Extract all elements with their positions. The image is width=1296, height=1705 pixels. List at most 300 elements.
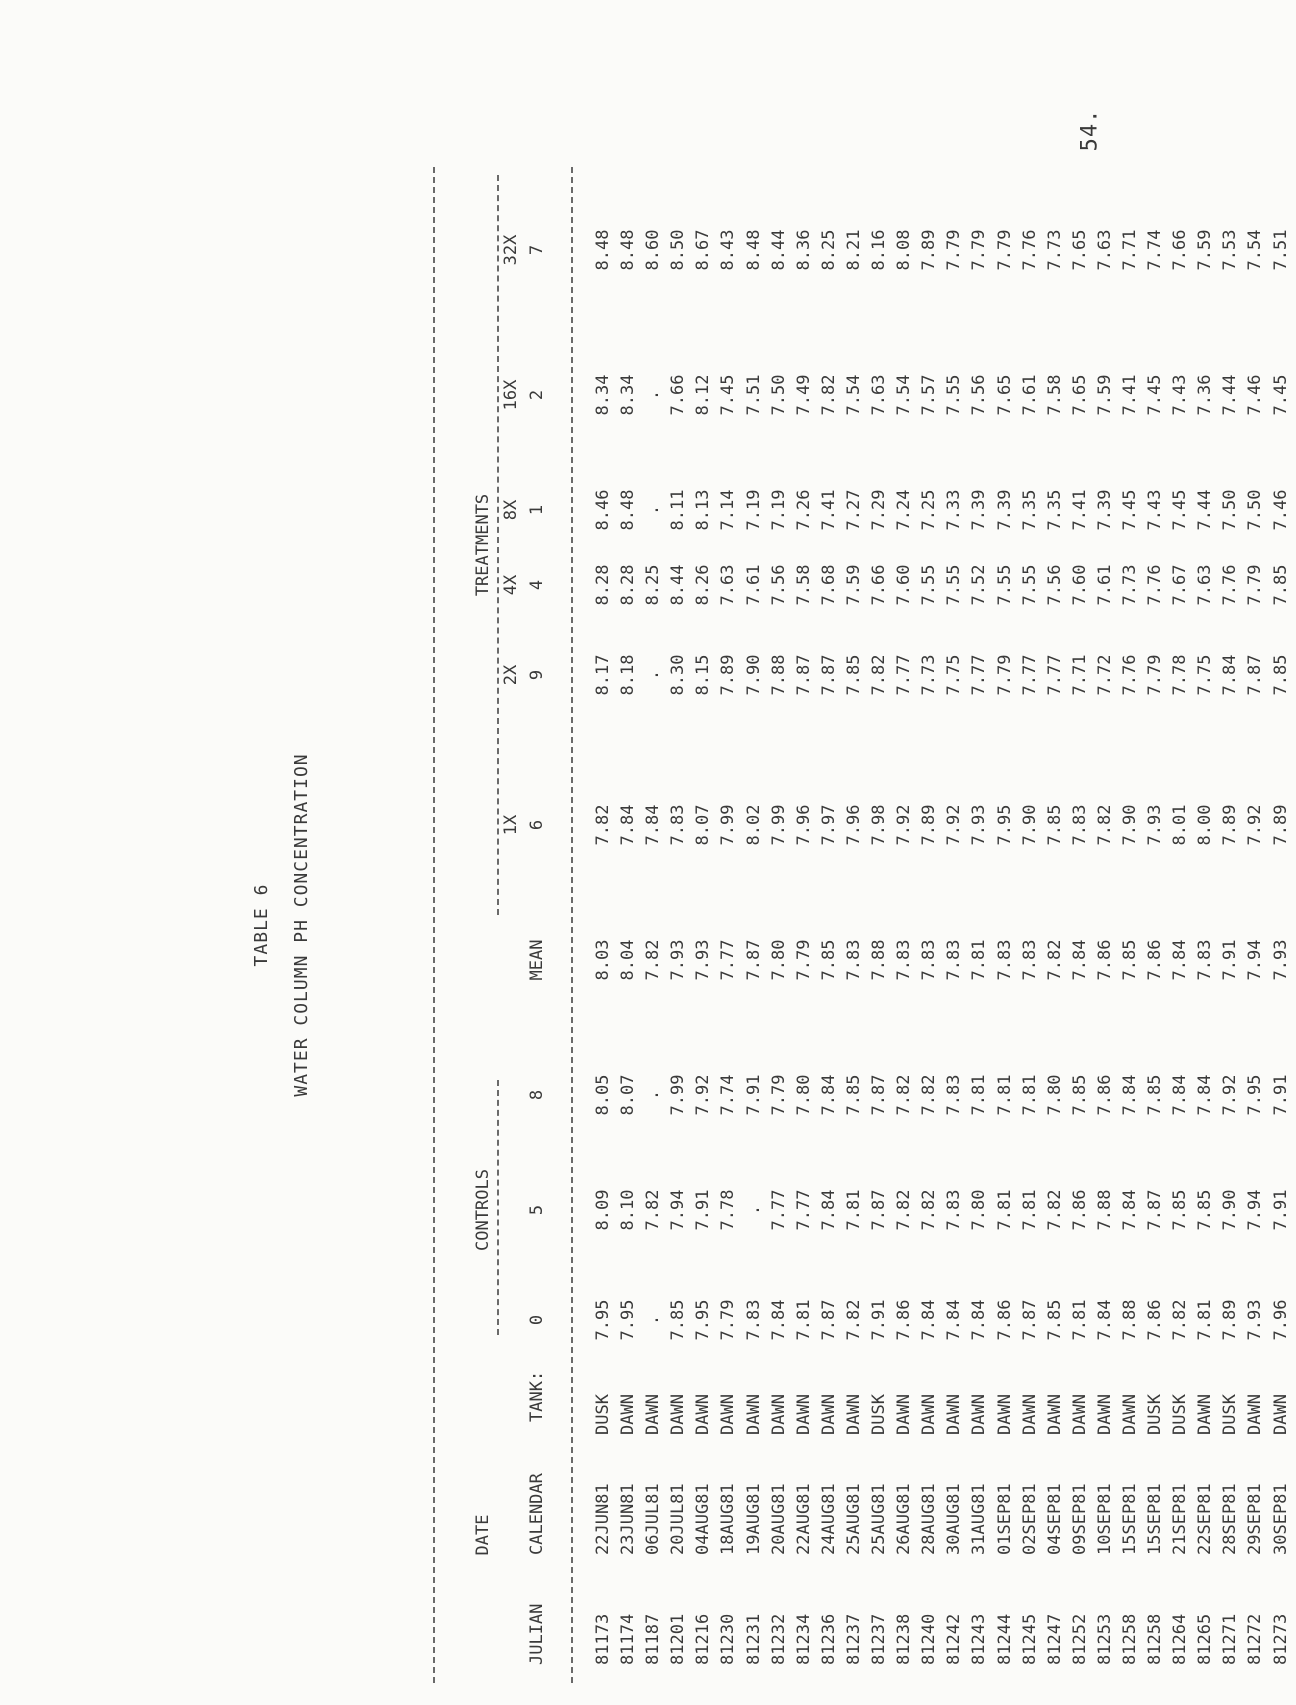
- ph-value-cell: 8.48: [593, 229, 613, 271]
- julian-date-cell: 81216: [693, 1613, 714, 1665]
- ph-value-cell: 7.83: [919, 939, 940, 981]
- table-row: [819, 145, 844, 1705]
- julian-date-cell: 81244: [994, 1613, 1015, 1665]
- ph-value-cell: 7.54: [894, 374, 915, 416]
- table-row: [693, 145, 718, 1705]
- dose-header: 16X: [501, 379, 521, 411]
- ph-value-cell: 7.35: [1044, 489, 1065, 531]
- table-row: [593, 145, 618, 1705]
- ph-value-cell: 7.91: [1220, 939, 1241, 981]
- ph-value-cell: 7.90: [1019, 804, 1040, 846]
- ph-value-cell: 7.83: [944, 939, 965, 981]
- ph-value-cell: 8.18: [618, 654, 639, 696]
- ph-value-cell: 7.79: [768, 1074, 789, 1116]
- time-of-day-cell: DUSK: [1145, 1394, 1166, 1435]
- ph-value-cell: 8.46: [593, 489, 613, 531]
- ph-value-cell: 7.66: [1170, 229, 1191, 271]
- julian-date-cell: 81242: [944, 1613, 965, 1665]
- table-row: [1271, 145, 1296, 1705]
- ph-value-cell: 7.61: [1094, 564, 1115, 606]
- time-of-day-cell: DAWN: [1094, 1394, 1115, 1435]
- calendar-date-cell: 19AUG81: [743, 1483, 764, 1555]
- ph-value-cell: 7.55: [944, 564, 965, 606]
- table-row: [1070, 145, 1095, 1705]
- ph-value-cell: 7.81: [1019, 1189, 1040, 1231]
- ph-value-cell: 8.34: [593, 374, 613, 416]
- ph-value-cell: 7.54: [843, 374, 864, 416]
- ph-value-cell: 7.81: [969, 1074, 990, 1116]
- ph-value-cell: 7.19: [768, 489, 789, 531]
- header-tank-number: 0: [527, 1314, 547, 1326]
- dose-header: 2X: [501, 664, 521, 686]
- ph-value-cell: 7.87: [1019, 1299, 1040, 1341]
- page-number: 54.: [1077, 108, 1103, 152]
- ph-value-cell: 7.84: [618, 804, 639, 846]
- time-of-day-cell: DAWN: [693, 1394, 714, 1435]
- ph-value-cell: 7.74: [718, 1074, 739, 1116]
- ph-value-cell: 7.89: [919, 229, 940, 271]
- header-calendar: CALENDAR: [527, 1473, 547, 1555]
- ph-value-cell: 7.59: [1094, 374, 1115, 416]
- ph-value-cell: 7.84: [1119, 1074, 1140, 1116]
- ph-value-cell: 7.85: [1195, 1189, 1216, 1231]
- ph-value-cell: 7.50: [1220, 489, 1241, 531]
- ph-value-cell: 7.41: [1069, 489, 1090, 531]
- time-of-day-cell: DAWN: [618, 1394, 639, 1435]
- ph-value-cell: 7.73: [1119, 564, 1140, 606]
- ph-value-cell: 7.57: [919, 374, 940, 416]
- calendar-date-cell: 22AUG81: [793, 1483, 814, 1555]
- ph-value-cell: 8.08: [894, 229, 915, 271]
- julian-date-cell: 81258: [1145, 1613, 1166, 1665]
- ph-value-cell: 7.72: [1094, 654, 1115, 696]
- ph-value-cell: 7.85: [1119, 939, 1140, 981]
- ph-value-cell: 7.68: [818, 564, 839, 606]
- ph-value-cell: 7.96: [1270, 1299, 1291, 1341]
- table-row: [919, 145, 944, 1705]
- time-of-day-cell: DAWN: [944, 1394, 965, 1435]
- ph-value-cell: 8.00: [1195, 804, 1216, 846]
- ph-value-cell: 7.19: [743, 489, 764, 531]
- ph-value-cell: 7.80: [969, 1189, 990, 1231]
- ph-value-cell: 7.92: [1245, 804, 1266, 846]
- ph-value-cell: 7.84: [818, 1189, 839, 1231]
- table-row: [869, 145, 894, 1705]
- time-of-day-cell: DAWN: [643, 1394, 664, 1435]
- ph-value-cell: 7.83: [1069, 804, 1090, 846]
- header-mean: MEAN: [527, 939, 547, 981]
- ph-value-cell: 8.01: [1170, 804, 1191, 846]
- julian-date-cell: 81271: [1220, 1613, 1241, 1665]
- time-of-day-cell: DAWN: [919, 1394, 940, 1435]
- julian-date-cell: 81238: [894, 1613, 915, 1665]
- ph-value-cell: 7.88: [869, 939, 890, 981]
- time-of-day-cell: DAWN: [743, 1394, 764, 1435]
- ph-value-cell: .: [743, 1204, 764, 1216]
- ph-value-cell: 7.24: [894, 489, 915, 531]
- ph-value-cell: 7.89: [718, 654, 739, 696]
- ph-value-cell: 8.26: [693, 564, 714, 606]
- ph-value-cell: 7.41: [818, 489, 839, 531]
- ph-value-cell: 7.84: [1170, 939, 1191, 981]
- ph-value-cell: 7.46: [1245, 374, 1266, 416]
- ph-value-cell: 7.43: [1145, 489, 1166, 531]
- time-of-day-cell: DAWN: [1119, 1394, 1140, 1435]
- ph-value-cell: 7.63: [1195, 564, 1216, 606]
- calendar-date-cell: 04SEP81: [1044, 1483, 1065, 1555]
- ph-value-cell: 7.95: [618, 1299, 639, 1341]
- calendar-date-cell: 28SEP81: [1220, 1483, 1241, 1555]
- ph-value-cell: 8.48: [618, 489, 639, 531]
- ph-value-cell: 8.04: [618, 939, 639, 981]
- treatments-underline: [497, 175, 499, 915]
- ph-value-cell: 7.95: [1245, 1074, 1266, 1116]
- ph-value-cell: 7.84: [768, 1299, 789, 1341]
- ph-value-cell: 8.44: [668, 564, 689, 606]
- time-of-day-cell: DAWN: [843, 1394, 864, 1435]
- ph-value-cell: 7.85: [843, 654, 864, 696]
- ph-value-cell: 7.81: [793, 1299, 814, 1341]
- ph-value-cell: 7.41: [1119, 374, 1140, 416]
- julian-date-cell: 81187: [643, 1613, 664, 1665]
- ph-value-cell: 8.25: [818, 229, 839, 271]
- ph-value-cell: 7.79: [1145, 654, 1166, 696]
- ph-value-cell: 7.86: [1069, 1189, 1090, 1231]
- calendar-date-cell: 18AUG81: [718, 1483, 739, 1555]
- ph-value-cell: 7.63: [1094, 229, 1115, 271]
- table-row: [1245, 145, 1270, 1705]
- ph-value-cell: 7.60: [894, 564, 915, 606]
- ph-value-cell: 7.87: [1245, 654, 1266, 696]
- ph-value-cell: 7.79: [944, 229, 965, 271]
- dose-header: 1X: [501, 814, 521, 836]
- table-row: [995, 145, 1020, 1705]
- header-treatments-group: TREATMENTS: [473, 493, 493, 597]
- ph-value-cell: 7.87: [793, 654, 814, 696]
- ph-value-cell: 7.94: [1245, 939, 1266, 981]
- time-of-day-cell: DAWN: [768, 1394, 789, 1435]
- ph-value-cell: 7.50: [768, 374, 789, 416]
- ph-value-cell: 7.86: [1094, 939, 1115, 981]
- table-row: [894, 145, 919, 1705]
- ph-value-cell: 7.83: [944, 1074, 965, 1116]
- table-row: [794, 145, 819, 1705]
- ph-value-cell: 7.98: [869, 804, 890, 846]
- ph-value-cell: 7.55: [944, 374, 965, 416]
- time-of-day-cell: DAWN: [818, 1394, 839, 1435]
- ph-value-cell: 7.83: [944, 1189, 965, 1231]
- ph-value-cell: 7.83: [843, 939, 864, 981]
- ph-value-cell: 7.76: [1019, 229, 1040, 271]
- ph-value-cell: 7.99: [668, 1074, 689, 1116]
- ph-value-cell: 7.79: [969, 229, 990, 271]
- ph-value-cell: 7.53: [1220, 229, 1241, 271]
- time-of-day-cell: DAWN: [1044, 1394, 1065, 1435]
- ph-value-cell: 7.84: [1170, 1074, 1191, 1116]
- ph-value-cell: 7.82: [593, 804, 613, 846]
- ph-value-cell: 7.94: [668, 1189, 689, 1231]
- julian-date-cell: 81237: [843, 1613, 864, 1665]
- ph-value-cell: 7.80: [793, 1074, 814, 1116]
- ph-value-cell: 7.99: [718, 804, 739, 846]
- ph-value-cell: 7.82: [894, 1074, 915, 1116]
- ph-value-cell: 8.15: [693, 654, 714, 696]
- ph-value-cell: 7.96: [843, 804, 864, 846]
- julian-date-cell: 81245: [1019, 1613, 1040, 1665]
- ph-value-cell: 7.85: [1270, 654, 1291, 696]
- ph-value-cell: 7.45: [1170, 489, 1191, 531]
- ph-value-cell: 7.85: [1270, 564, 1291, 606]
- julian-date-cell: 81265: [1195, 1613, 1216, 1665]
- ph-value-cell: 7.90: [1220, 1189, 1241, 1231]
- header-tank-number: 9: [527, 669, 547, 681]
- ph-value-cell: 7.93: [1245, 1299, 1266, 1341]
- ph-value-cell: 7.85: [1145, 1074, 1166, 1116]
- ph-value-cell: 7.26: [793, 489, 814, 531]
- ph-value-cell: 8.13: [693, 489, 714, 531]
- header-tank-number: 1: [527, 504, 547, 516]
- table-row: [769, 145, 794, 1705]
- ph-value-cell: 7.95: [693, 1299, 714, 1341]
- ph-value-cell: 7.84: [1069, 939, 1090, 981]
- julian-date-cell: 81264: [1170, 1613, 1191, 1665]
- time-of-day-cell: DAWN: [1270, 1394, 1291, 1435]
- ph-value-cell: 7.52: [969, 564, 990, 606]
- ph-value-cell: 8.09: [593, 1189, 613, 1231]
- ph-value-cell: 7.61: [743, 564, 764, 606]
- ph-value-cell: 7.56: [768, 564, 789, 606]
- ph-value-cell: 7.77: [793, 1189, 814, 1231]
- ph-value-cell: 8.48: [743, 229, 764, 271]
- ph-value-cell: 7.81: [1195, 1299, 1216, 1341]
- table-row: [1220, 145, 1245, 1705]
- julian-date-cell: 81237: [869, 1613, 890, 1665]
- ph-value-cell: 7.78: [718, 1189, 739, 1231]
- ph-value-cell: 8.05: [593, 1074, 613, 1116]
- time-of-day-cell: DAWN: [994, 1394, 1015, 1435]
- table-row: [1170, 145, 1195, 1705]
- ph-value-cell: 7.54: [1245, 229, 1266, 271]
- ph-value-cell: 7.86: [994, 1299, 1015, 1341]
- time-of-day-cell: DAWN: [668, 1394, 689, 1435]
- ph-value-cell: 7.77: [1044, 654, 1065, 696]
- ph-value-cell: 7.84: [1094, 1299, 1115, 1341]
- calendar-date-cell: 26AUG81: [894, 1483, 915, 1555]
- ph-value-cell: 7.25: [919, 489, 940, 531]
- ph-value-cell: 7.76: [1220, 564, 1241, 606]
- ph-value-cell: 7.82: [919, 1074, 940, 1116]
- ph-value-cell: 7.93: [1270, 939, 1291, 981]
- ph-value-cell: 7.95: [994, 804, 1015, 846]
- ph-value-cell: 7.89: [1220, 1299, 1241, 1341]
- ph-value-cell: 7.87: [818, 1299, 839, 1341]
- calendar-date-cell: 01SEP81: [994, 1483, 1015, 1555]
- time-of-day-cell: DUSK: [869, 1394, 890, 1435]
- ph-value-cell: 7.87: [743, 939, 764, 981]
- time-of-day-cell: DAWN: [894, 1394, 915, 1435]
- ph-value-cell: 7.43: [1170, 374, 1191, 416]
- ph-value-cell: 7.88: [1094, 1189, 1115, 1231]
- table-row: [643, 145, 668, 1705]
- ph-value-cell: 7.92: [1220, 1074, 1241, 1116]
- table-row: [1045, 145, 1070, 1705]
- julian-date-cell: 81234: [793, 1613, 814, 1665]
- ph-value-cell: 7.85: [1170, 1189, 1191, 1231]
- ph-value-cell: 7.73: [919, 654, 940, 696]
- time-of-day-cell: DUSK: [1170, 1394, 1191, 1435]
- ph-value-cell: 8.28: [618, 564, 639, 606]
- ph-value-cell: 7.84: [919, 1299, 940, 1341]
- table-row: [844, 145, 869, 1705]
- dose-header: 4X: [501, 574, 521, 596]
- julian-date-cell: 81243: [969, 1613, 990, 1665]
- ph-value-cell: 7.87: [818, 654, 839, 696]
- time-of-day-cell: DAWN: [718, 1394, 739, 1435]
- ph-value-cell: 7.90: [1119, 804, 1140, 846]
- calendar-date-cell: 15SEP81: [1145, 1483, 1166, 1555]
- julian-date-cell: 81252: [1069, 1613, 1090, 1665]
- time-of-day-cell: DAWN: [1245, 1394, 1266, 1435]
- julian-date-cell: 81236: [818, 1613, 839, 1665]
- ph-value-cell: 8.44: [768, 229, 789, 271]
- ph-value-cell: 7.83: [894, 939, 915, 981]
- header-tank-number: 6: [527, 819, 547, 831]
- ph-value-cell: 7.79: [718, 1299, 739, 1341]
- ph-value-cell: 7.84: [1220, 654, 1241, 696]
- julian-date-cell: 81240: [919, 1613, 940, 1665]
- ph-value-cell: 8.34: [618, 374, 639, 416]
- ph-value-cell: 7.55: [1019, 564, 1040, 606]
- header-rule: [571, 167, 573, 1683]
- ph-value-cell: 7.91: [1270, 1074, 1291, 1116]
- calendar-date-cell: 21SEP81: [1170, 1483, 1191, 1555]
- ph-value-cell: 7.79: [793, 939, 814, 981]
- ph-value-cell: 7.97: [818, 804, 839, 846]
- ph-value-cell: 7.81: [994, 1189, 1015, 1231]
- calendar-date-cell: 06JUL81: [643, 1483, 664, 1555]
- ph-value-cell: 7.91: [743, 1074, 764, 1116]
- header-tank-number: 4: [527, 579, 547, 591]
- time-of-day-cell: DAWN: [1019, 1394, 1040, 1435]
- ph-value-cell: 7.85: [668, 1299, 689, 1341]
- ph-value-cell: 7.81: [969, 939, 990, 981]
- ph-value-cell: 7.90: [743, 654, 764, 696]
- header-tank-number: 8: [527, 1089, 547, 1101]
- ph-value-cell: 8.67: [693, 229, 714, 271]
- ph-value-cell: 7.89: [919, 804, 940, 846]
- calendar-date-cell: 22JUN81: [593, 1483, 613, 1555]
- ph-value-cell: 8.48: [618, 229, 639, 271]
- ph-value-cell: 7.14: [718, 489, 739, 531]
- ph-value-cell: 7.94: [1245, 1189, 1266, 1231]
- ph-value-cell: 7.82: [1094, 804, 1115, 846]
- ph-value-cell: .: [643, 504, 664, 516]
- ph-value-cell: 8.43: [718, 229, 739, 271]
- ph-value-cell: 7.92: [693, 1074, 714, 1116]
- julian-date-cell: 81201: [668, 1613, 689, 1665]
- ph-value-cell: 7.46: [1270, 489, 1291, 531]
- ph-value-cell: 7.76: [1119, 654, 1140, 696]
- calendar-date-cell: 29SEP81: [1245, 1483, 1266, 1555]
- ph-value-cell: 7.36: [1195, 374, 1216, 416]
- ph-value-cell: 7.84: [1195, 1074, 1216, 1116]
- ph-value-cell: 7.99: [768, 804, 789, 846]
- ph-value-cell: 7.71: [1069, 654, 1090, 696]
- ph-value-cell: 8.07: [693, 804, 714, 846]
- ph-value-cell: 7.93: [969, 804, 990, 846]
- ph-value-cell: 7.66: [869, 564, 890, 606]
- calendar-date-cell: 24AUG81: [818, 1483, 839, 1555]
- ph-value-cell: 7.89: [1220, 804, 1241, 846]
- header-tank-number: 5: [527, 1204, 547, 1216]
- ph-value-cell: 7.65: [1069, 229, 1090, 271]
- ph-value-cell: 7.85: [1069, 1074, 1090, 1116]
- ph-value-cell: .: [643, 1089, 664, 1101]
- ph-value-cell: 8.21: [843, 229, 864, 271]
- ph-value-cell: 7.59: [1195, 229, 1216, 271]
- header-tank-label: TANK:: [527, 1370, 547, 1422]
- ph-value-cell: 7.51: [1270, 229, 1291, 271]
- ph-value-cell: 7.85: [843, 1074, 864, 1116]
- julian-date-cell: 81253: [1094, 1613, 1115, 1665]
- ph-value-cell: 8.60: [643, 229, 664, 271]
- ph-value-cell: 7.49: [793, 374, 814, 416]
- ph-value-cell: 7.66: [668, 374, 689, 416]
- dose-header: 32X: [501, 234, 521, 266]
- ph-value-cell: 7.56: [1044, 564, 1065, 606]
- calendar-date-cell: 25AUG81: [843, 1483, 864, 1555]
- ph-value-cell: 7.58: [793, 564, 814, 606]
- ph-value-cell: 7.83: [668, 804, 689, 846]
- ph-value-cell: 7.35: [1019, 489, 1040, 531]
- julian-date-cell: 81258: [1119, 1613, 1140, 1665]
- table-title: TABLE 6: [251, 883, 272, 967]
- ph-value-cell: 7.84: [944, 1299, 965, 1341]
- controls-underline: [497, 1080, 499, 1335]
- ph-value-cell: 7.81: [1019, 1074, 1040, 1116]
- time-of-day-cell: DAWN: [793, 1394, 814, 1435]
- julian-date-cell: 81231: [743, 1613, 764, 1665]
- ph-value-cell: 7.82: [1044, 1189, 1065, 1231]
- table-row: [1020, 145, 1045, 1705]
- ph-value-cell: 7.80: [768, 939, 789, 981]
- header-controls-group: CONTROLS: [473, 1169, 493, 1251]
- ph-value-cell: 7.82: [843, 1299, 864, 1341]
- ph-value-cell: .: [643, 1314, 664, 1326]
- ph-value-cell: 7.83: [994, 939, 1015, 981]
- ph-value-cell: 7.44: [1220, 374, 1241, 416]
- ph-value-cell: 8.25: [643, 564, 664, 606]
- time-of-day-cell: DAWN: [969, 1394, 990, 1435]
- calendar-date-cell: 20AUG81: [768, 1483, 789, 1555]
- table-row: [969, 145, 994, 1705]
- julian-date-cell: 81173: [593, 1613, 613, 1665]
- ph-value-cell: 7.77: [969, 654, 990, 696]
- ph-value-cell: 7.63: [718, 564, 739, 606]
- ph-value-cell: 7.79: [994, 654, 1015, 696]
- header-julian: JULIAN: [527, 1603, 547, 1665]
- time-of-day-cell: DUSK: [1220, 1394, 1241, 1435]
- ph-value-cell: 7.83: [1195, 939, 1216, 981]
- calendar-date-cell: 25AUG81: [869, 1483, 890, 1555]
- table-row: [1195, 145, 1220, 1705]
- dose-header: 8X: [501, 499, 521, 521]
- calendar-date-cell: 09SEP81: [1069, 1483, 1090, 1555]
- table-row: [1095, 145, 1120, 1705]
- ph-value-cell: 7.85: [1044, 1299, 1065, 1341]
- ph-value-cell: 7.85: [818, 939, 839, 981]
- ph-value-cell: 7.81: [1069, 1299, 1090, 1341]
